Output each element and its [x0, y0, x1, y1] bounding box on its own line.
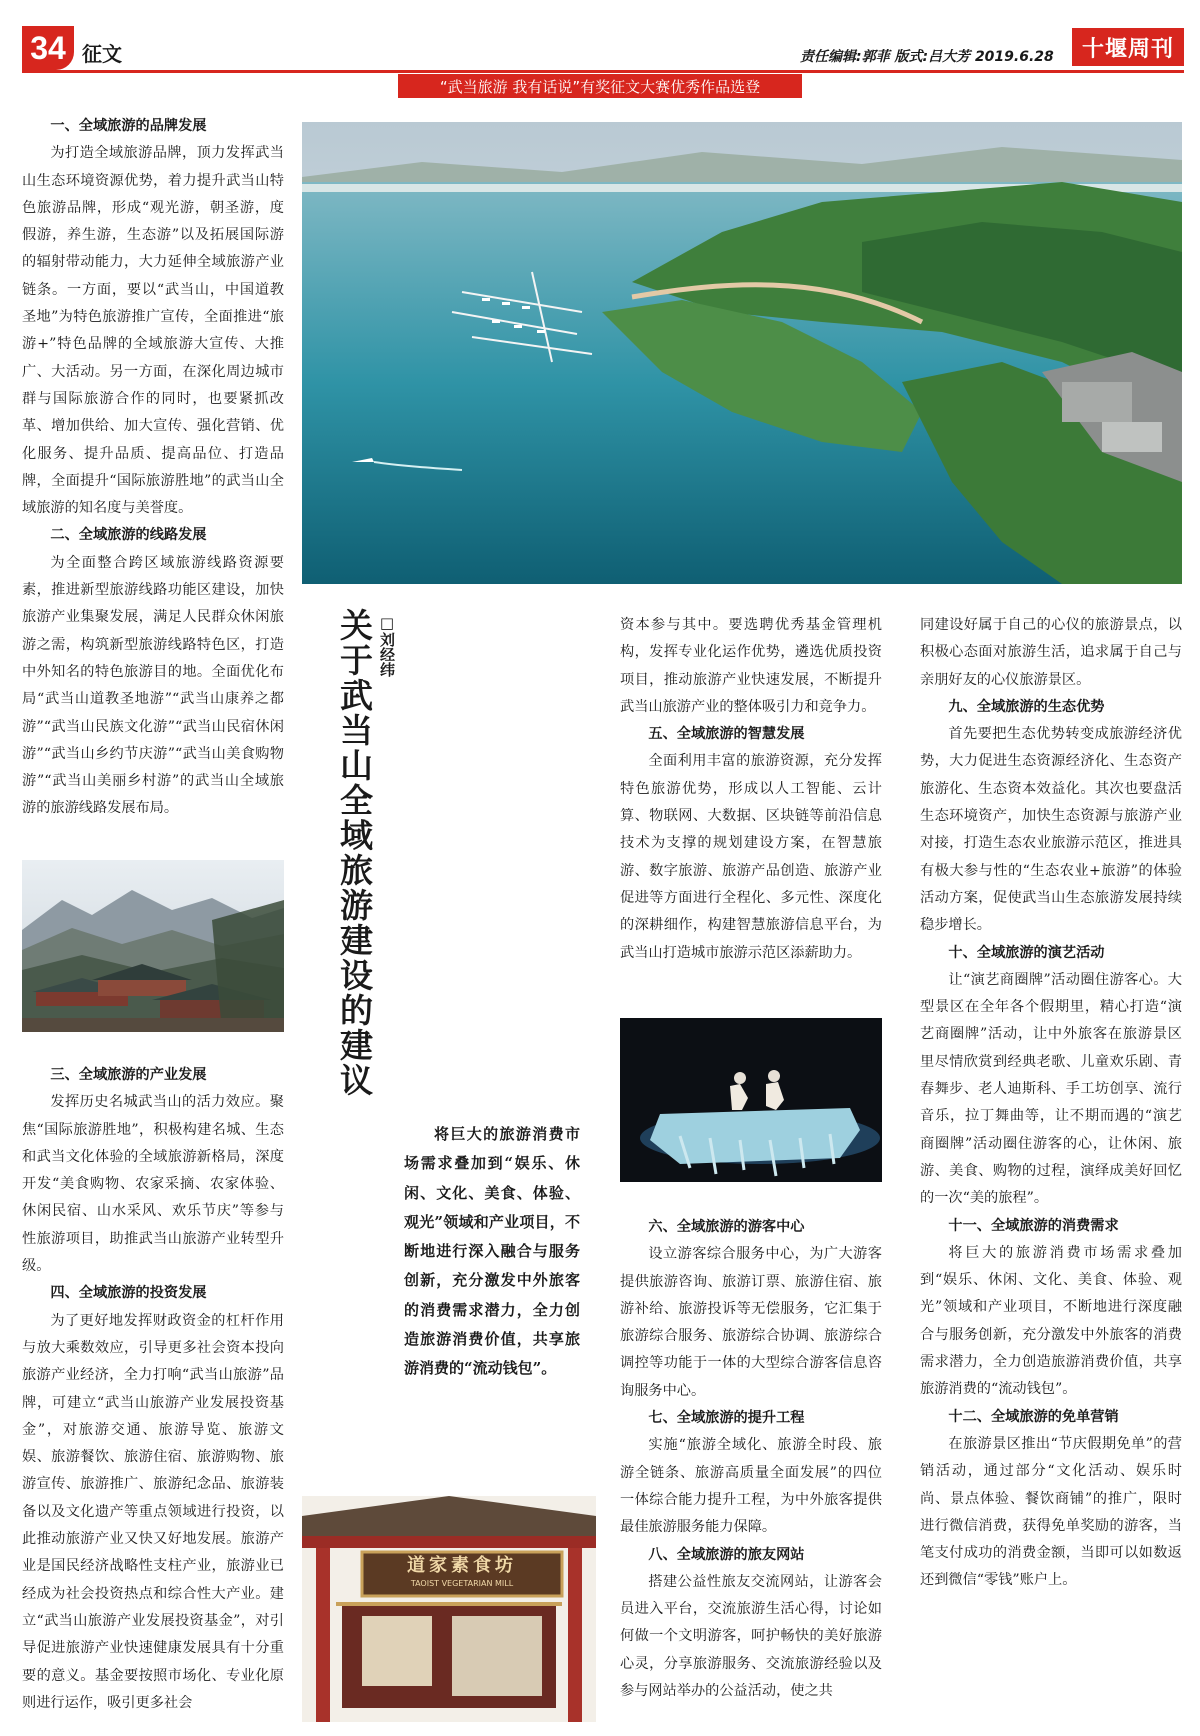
temple-mountain-photo: [22, 860, 284, 1032]
pull-quote-text: 将巨大的旅游消费市场需求叠加到“娱乐、休闲、文化、美食、体验、观光”领域和产业项目，不断地进行深入融合与服务创新，充分激发中外旅客的消费需求潜力，全力创造旅游消费价值，共享旅游消费的“流动钱包”。: [404, 1125, 580, 1378]
paragraph: 搭建公益性旅友交流网站，让游客会员进入平台，交流旅游生活心得，讨论如何做一个文明游客，呵护畅快的美好旅游心灵，分享旅游服务、交流旅游经验以及参与网站举办的公益活动，使之共: [620, 1573, 882, 1700]
byline: □刘经纬: [378, 614, 396, 677]
header-rule: [22, 70, 1184, 73]
paragraph: 首先要把生态优势转变成旅游经济优势，大力促进生态资源经济化、生态资产旅游化、生态资本效益化。其次也要盘活生态环境资产，加快生态资源与旅游产业对接，打造生态农业旅游示范区，推进具有极大参与性的“生态农业+旅游”的体验活动方案，促使武当山生态旅游发展持续稳步增长。: [920, 726, 1182, 934]
column-3-lower: [620, 1214, 882, 1705]
paragraph: 实施“旅游全域化、旅游全时段、旅游全链条、旅游高质量全面发展”的四位一体综合能力提升工程，为中外旅客提供最佳旅游服务能力保障。: [620, 1437, 882, 1536]
restaurant-sign-sub: TAOIST VEGETARIAN MILL: [410, 1579, 514, 1588]
lake-marina-aerial-photo: [302, 122, 1182, 584]
section-heading: 十二、全域旅游的免单营销: [948, 1408, 1119, 1425]
pull-quote: [404, 1120, 580, 1384]
section-heading: 十一、全域旅游的消费需求: [948, 1217, 1119, 1234]
paragraph: 为了更好地发挥财政资金的杠杆作用与放大乘数效应，引导更多社会资本投向旅游产业经济，全力打响“武当山旅游”品牌，可建立“武当山旅游产业发展投资基金”，对旅游交通、旅游导览、旅游文娱、旅游餐饮、旅游住宿、旅游购物、旅游宣传、旅游推广、旅游纪念品、旅游装备以及文化遗产等重点领域进行投资，以此推动旅游产业又快又好地发展。旅游产业是国民经济战略性支柱产业，旅游业已经成为社会投资热点和综合性大产业。建立“武当山旅游产业发展投资基金”，对引导促进旅游产业快速健康发展具有十分重要的意义。基金要按照市场化、专业化原则进行运作，吸引更多社会: [22, 1312, 284, 1711]
paragraph: 让“演艺商圈牌”活动圈住游客心。大型景区在全年各个假期里，精心打造“演艺商圈牌”活动，让中外旅客在旅游景区里尽情欣赏到经典老歌、儿童欢乐剧、青春舞步、老人迪斯科、手工坊创享、流行音乐，拉丁舞曲等，让不期而遇的“演艺商圈牌”活动圈住游客的心，让休闲、旅游、美食、购物的过程，演绎成美好回忆的一次“美的旅程”。: [920, 971, 1182, 1207]
paragraph: 在旅游景区推出“节庆假期免单”的营销活动，通过部分“文化活动、娱乐时尚、景点体验、餐饮商铺”的推广，限时进行微信消费，获得免单奖励的游客，当笔支付成功的消费金额，当即可以如数返还到微信“零钱”账户上。: [920, 1435, 1182, 1589]
restaurant-sign: [362, 1554, 562, 1596]
paragraph: 为打造全域旅游品牌，顶力发挥武当山生态环境资源优势，着力提升武当山特色旅游品牌，形成“观光游，朝圣游，度假游，养生游，生态游”以及拓展国际游的辐射带动能力，大力延伸全域旅游产业链条。一方面，要以“武当山，中国道教圣地”为特色旅游推广宣传，全面推进“旅游+”特色品牌的全域旅游大宣传、大推广、大活动。另一方面，在深化周边城市群与国际旅游合作的同时，也要紧抓改革、增加供给、加大宣传、强化营销、优化服务、提升品质、提高品位、打造品牌，全面提升“国际旅游胜地”的武当山全域旅游的知名度与美誉度。: [22, 145, 284, 517]
contest-banner: “武当旅游 我有话说”有奖征文大赛优秀作品选登: [398, 74, 802, 98]
paragraph: 为全面整合跨区域旅游线路资源要素，推进新型旅游线路功能区建设，加快旅游产业集聚发展，满足人民群众休闲旅游之需，构筑新型旅游线路特色区，打造中外知名的特色旅游目的地。全面优化布局“武当山道教圣地游”“武当山康养之都游”“武当山民族文化游”“武当山民宿休闲游”“武当山乡约节庆游”“武当山美食购物游”“武当山美丽乡村游”的武当山全域旅游的旅游线路发展布局。: [22, 554, 284, 817]
paragraph: 将巨大的旅游消费市场需求叠加到“娱乐、休闲、文化、美食、体验、观光”领域和产业项目，不断地进行深度融合与服务创新，充分激发中外旅客的消费需求潜力，全力创造旅游消费价值，共享旅游消费的“流动钱包”。: [920, 1244, 1182, 1398]
section-heading: 一、全域旅游的品牌发展: [50, 118, 207, 134]
editor-credits: 责任编辑:郭菲 版式:吕大芳 2019.6.28: [800, 49, 1054, 65]
column-4: [920, 612, 1182, 1595]
article-title: 关于武当山全域旅游建设的建议: [335, 608, 374, 1098]
masthead: 十堰周刊: [1072, 28, 1184, 66]
section-heading: 五、全域旅游的智慧发展: [648, 726, 805, 743]
section-heading: 七、全域旅游的提升工程: [648, 1410, 805, 1427]
section-heading: 三、全域旅游的产业发展: [50, 1067, 207, 1083]
column-1-lower: [22, 1062, 284, 1717]
section-heading: 二、全域旅游的线路发展: [50, 527, 207, 544]
paragraph: 发挥历史名城武当山的活力效应。聚焦“国际旅游胜地”，积极构建名城、生态和武当文化体验的全域旅游新格局，深度开发“美食购物、农家采摘、农家体验、休闲民宿、山水采风、欢乐节庆”等参与性旅游项目，助推武当山旅游产业转型升级。: [22, 1094, 284, 1275]
paragraph: 设立游客综合服务中心，为广大游客提供旅游咨询、旅游订票、旅游住宿、旅游补给、旅游投诉等无偿服务，它汇集于旅游综合服务、旅游综合协调、旅游综合调控等功能于一体的大型综合游客信息咨询服务中心。: [620, 1246, 882, 1399]
section-heading: 六、全域旅游的游客中心: [648, 1219, 805, 1235]
paragraph: 全面利用丰富的旅游资源，充分发挥特色旅游优势，形成以人工智能、云计算、物联网、大数据、区块链等前沿信息技术为支撑的规划建设方案，在智慧旅游、数字旅游、旅游产品创造、旅游产业促进等方面进行全程化、多元性、深度化的深耕细作，构建智慧旅游信息平台，为武当山打造城市旅游示范区添薪助力。: [620, 753, 882, 961]
paragraph: 同建设好属于自己的心仪的旅游景点，以积极心态面对旅游生活，追求属于自己与亲朋好友的心仪旅游景区。: [920, 617, 1182, 688]
column-1: [22, 113, 284, 823]
stage-performance-photo: [620, 1018, 882, 1182]
section-heading: 四、全域旅游的投资发展: [50, 1285, 207, 1302]
paragraph: 资本参与其中。要选聘优秀基金管理机构，发挥专业化运作优势，遴选优质投资项目，推动旅游产业快速发展，不断提升武当山旅游产业的整体吸引力和竞争力。: [620, 617, 882, 715]
section-heading: 九、全域旅游的生态优势: [948, 698, 1105, 715]
section-name: 征文: [82, 42, 122, 66]
section-heading: 十、全域旅游的演艺活动: [948, 944, 1105, 961]
section-heading: 八、全域旅游的旅友网站: [648, 1546, 805, 1563]
page-number: 34: [22, 26, 74, 70]
vegetarian-restaurant-photo: [302, 1496, 596, 1722]
restaurant-sign-main: 道家素食坊: [407, 1555, 517, 1576]
column-3: [620, 612, 882, 967]
